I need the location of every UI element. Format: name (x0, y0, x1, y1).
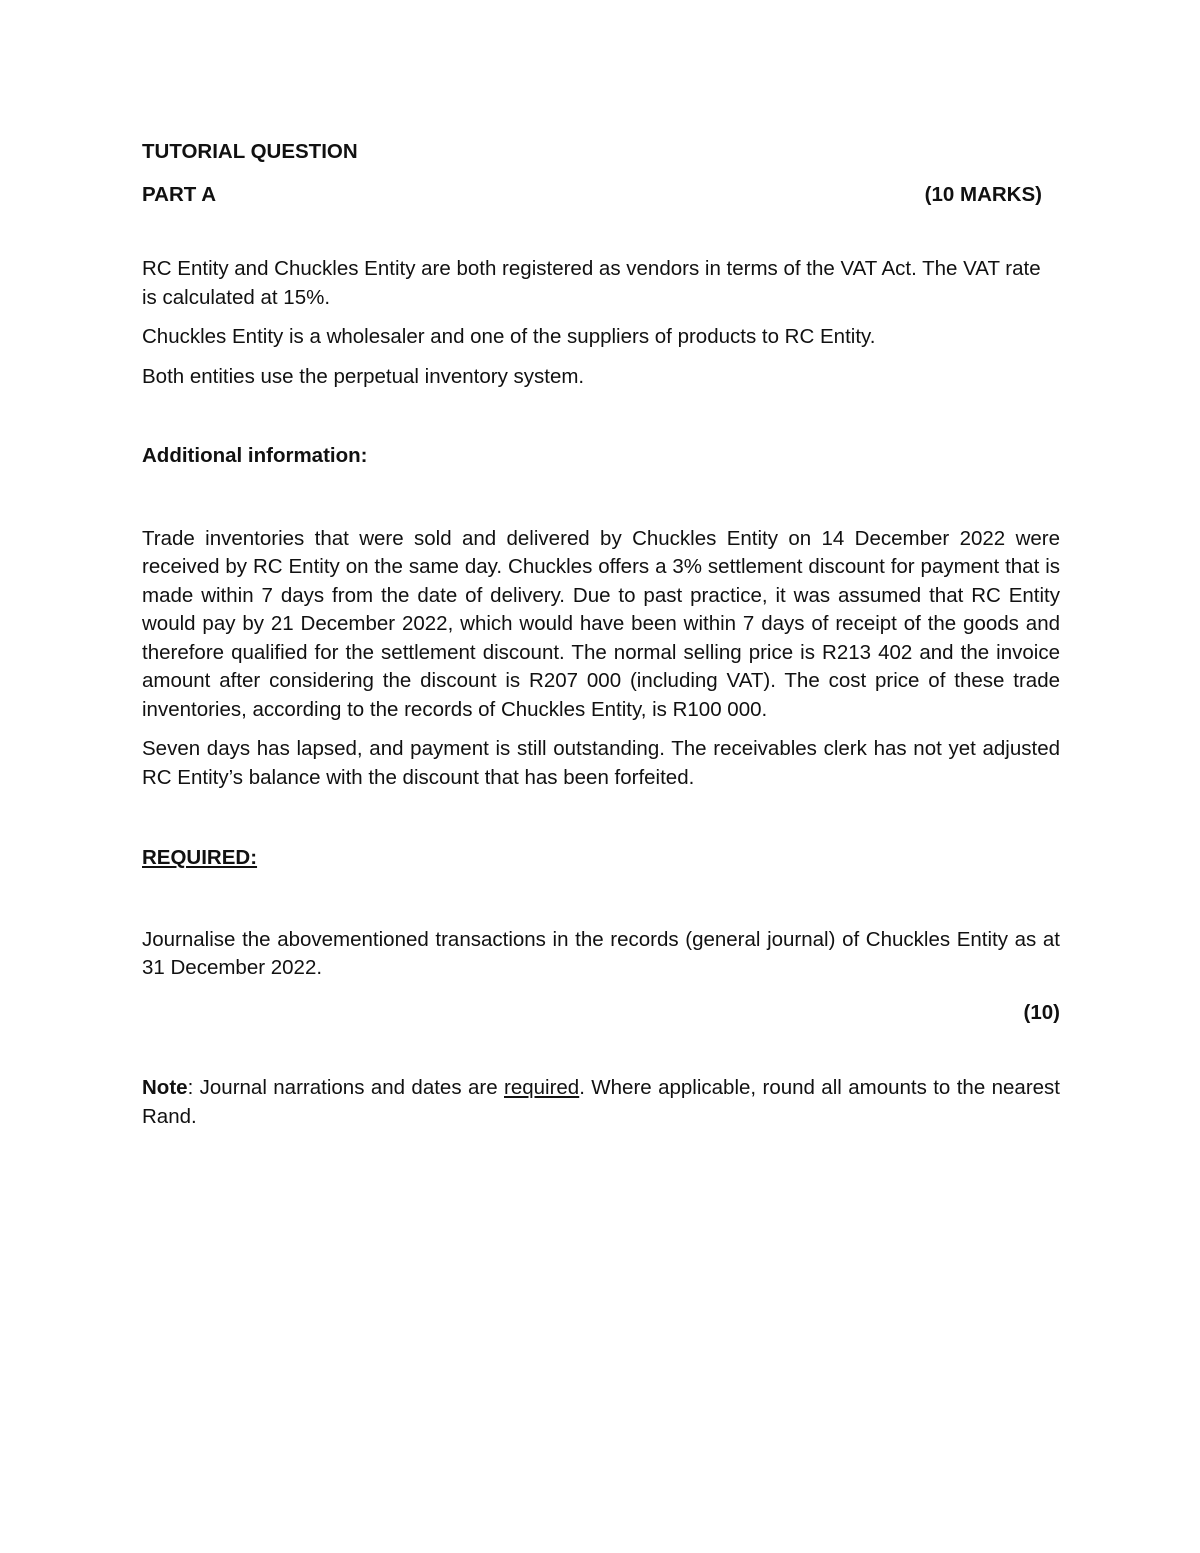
document-title: TUTORIAL QUESTION (142, 140, 358, 163)
note-paragraph (142, 1074, 1060, 1131)
note-text-after: . Where applicable, round all amounts to the nearest Rand. (142, 1076, 1060, 1128)
note-text-before: : Journal narrations and dates are (187, 1076, 504, 1099)
intro-paragraph-wholesaler: Chuckles Entity is a wholesaler and one of the suppliers of products to RC Entity. (142, 325, 876, 348)
document-page (142, 138, 1060, 1131)
part-marks: (10 MARKS) (924, 182, 1042, 206)
intro-paragraph-inventory-system: Both entities use the perpetual inventory system. (142, 364, 585, 388)
note-label: Note (142, 1076, 188, 1099)
required-marks: (10) (1023, 1000, 1060, 1024)
payment-outstanding-paragraph: Seven days has lapsed, and payment is still outstanding. The receivables clerk has not yet adjusted RC Entity’s balance with the discount that has been forfeited. (142, 737, 1060, 789)
part-label: PART A (142, 182, 217, 206)
intro-paragraph-vat: RC Entity and Chuckles Entity are both registered as vendors in terms of the VAT Act. The VAT rate is calculated at 15%. (142, 257, 1041, 309)
additional-information-heading: Additional information: (142, 444, 368, 467)
required-instruction: Journalise the abovementioned transactions in the records (general journal) of Chuckles Entity as at 31 December 2022. (142, 927, 1060, 979)
trade-inventories-paragraph: Trade inventories that were sold and delivered by Chuckles Entity on 14 December 2022 were received by RC Entity on the same day. Chuckles offers a 3% settlement discount for payment that is made within 7 days from the date of delivery. Due to past practice, it was assumed that RC Entity would pay by 21 December 2022, which would have been within 7 days of receipt of the goods and therefore qualified for the settlement discount. The normal selling price is R213 402 and the invoice amount after considering the discount is R207 000 (including VAT). The cost price of these trade inventories, according to the records of Chuckles Entity, is R100 000. (142, 526, 1060, 721)
part-header (142, 181, 1060, 210)
required-heading: REQUIRED: (142, 846, 258, 869)
note-underlined-word: required (504, 1076, 580, 1099)
